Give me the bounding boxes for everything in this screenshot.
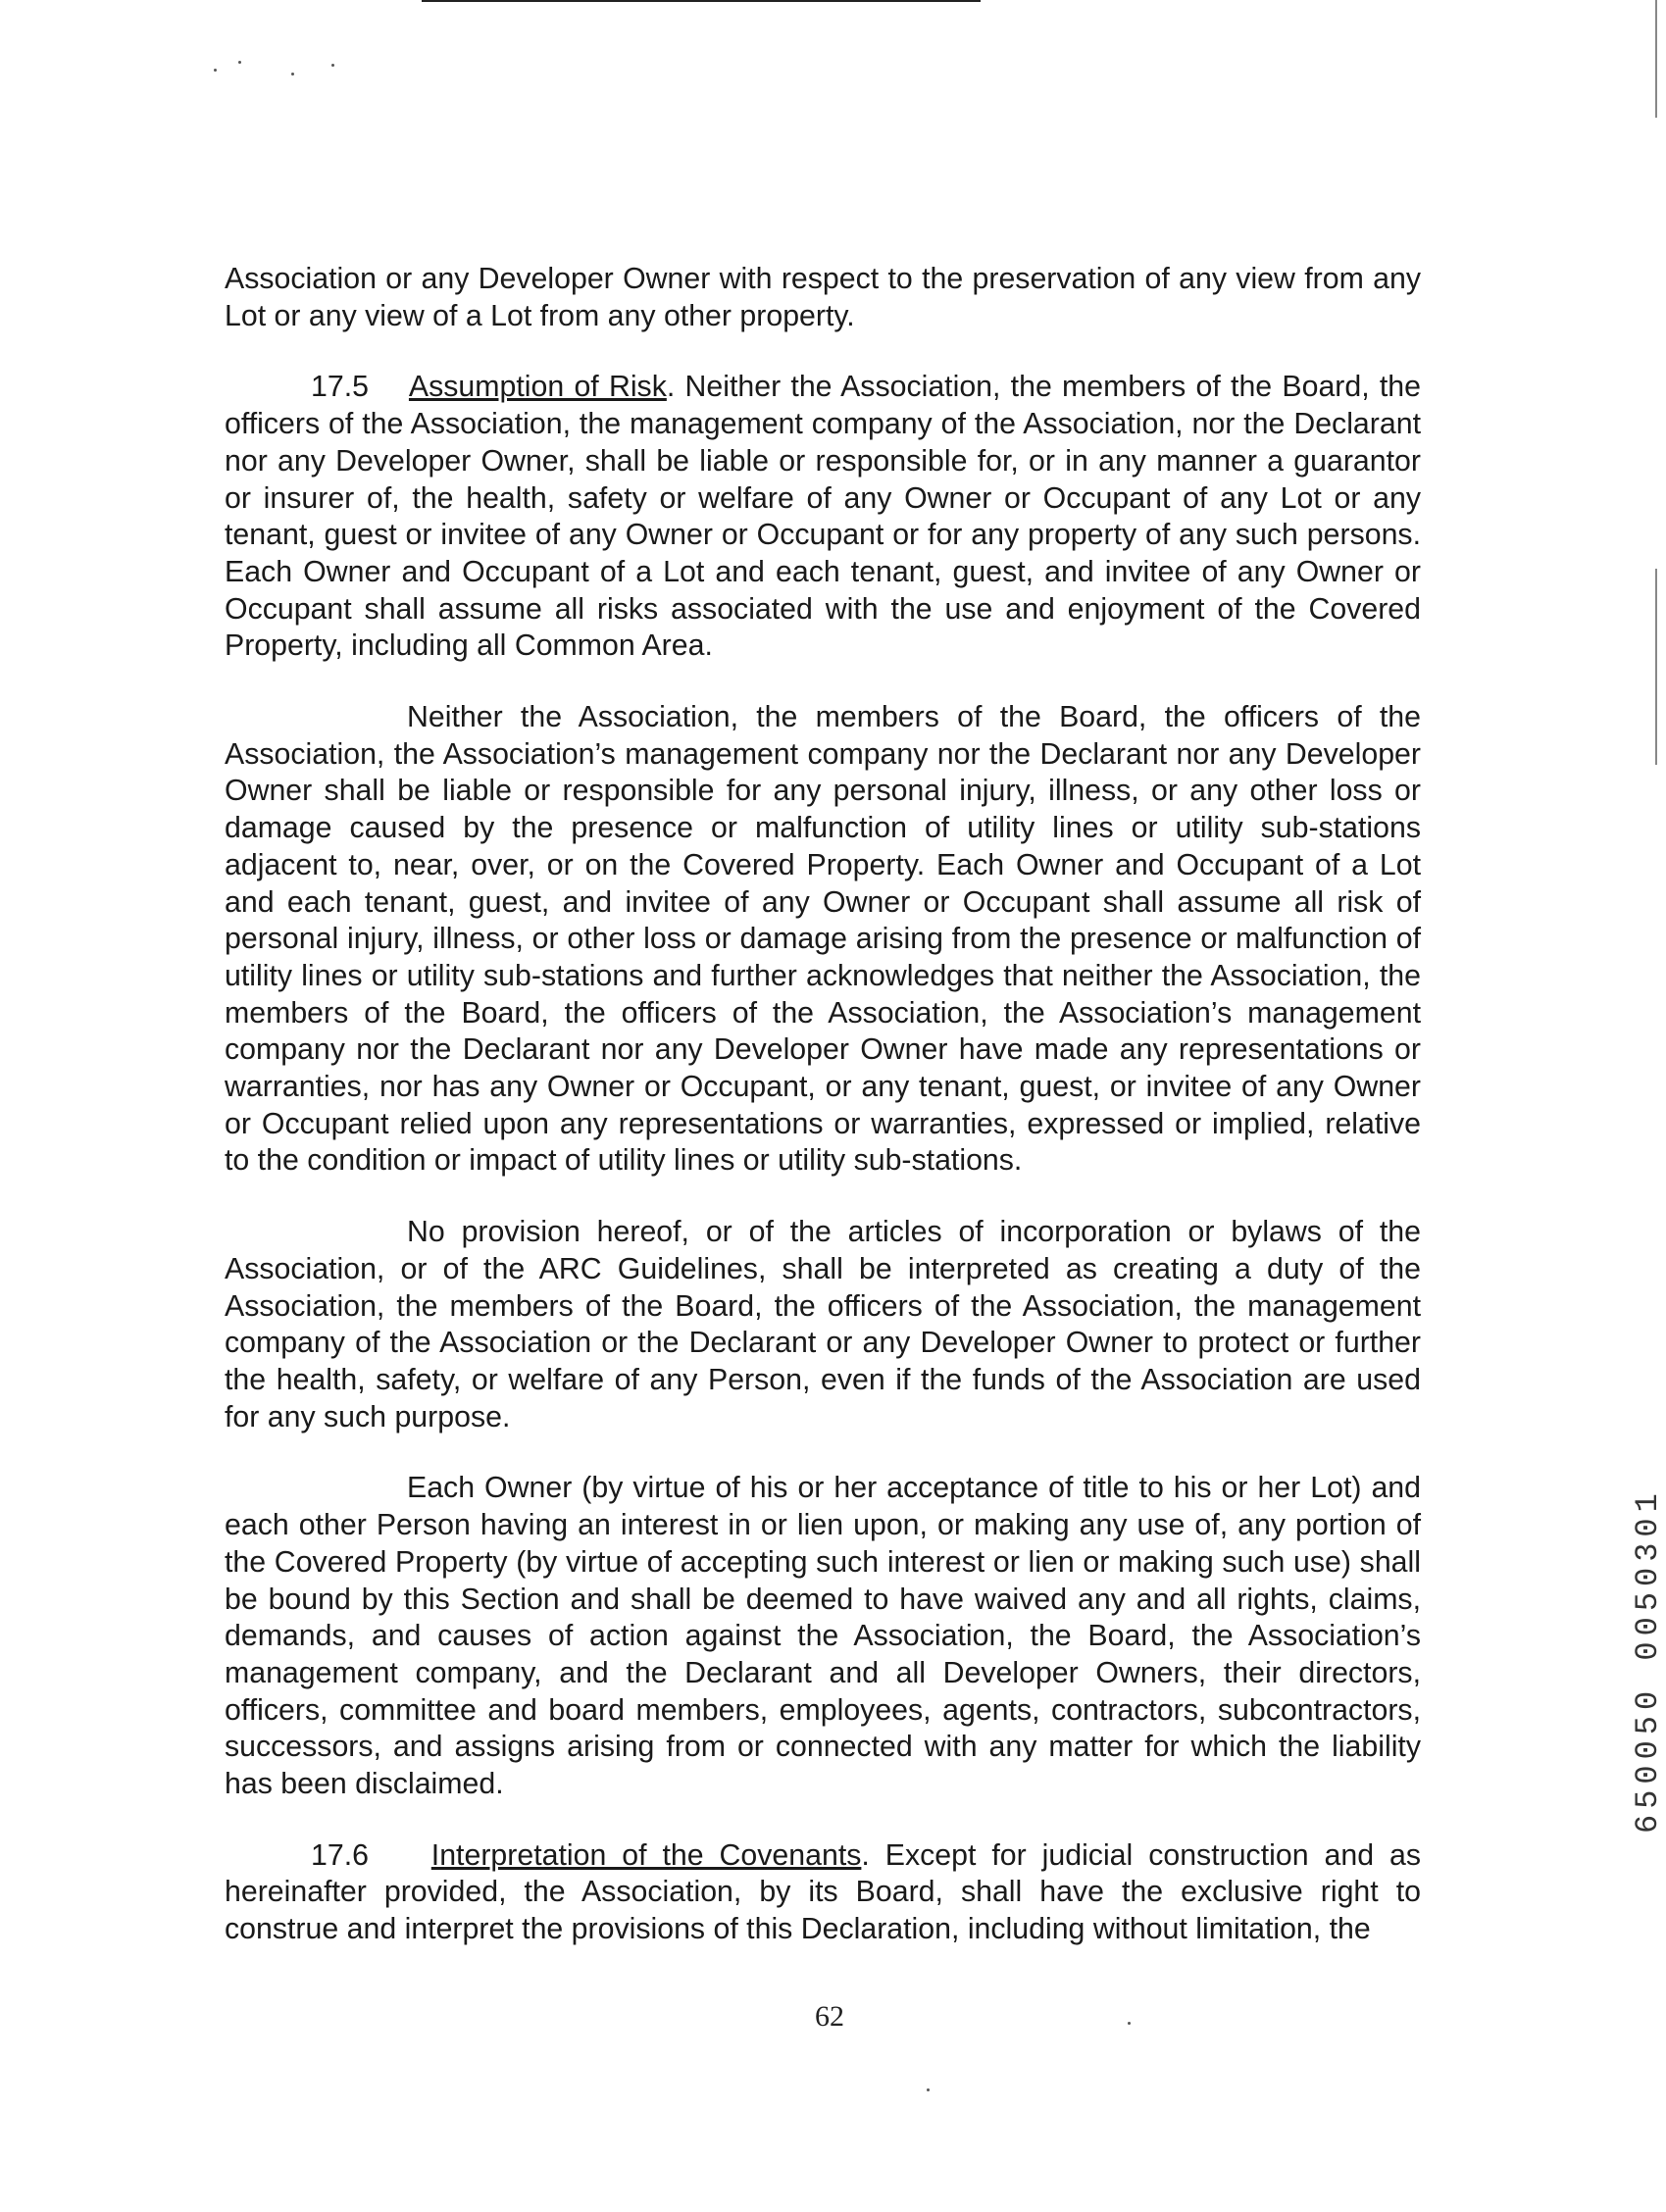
section-number: 17.6 <box>311 1838 369 1872</box>
paragraph-waiver <box>225 1470 1421 1802</box>
section-title: Assumption of Risk <box>408 371 667 404</box>
paragraph-text: . Except for judicial construction and as hereinafter provided, the Association, by its Board, shall have the exclusive right to construe and interpret the provisions of this Declaration, including without limitation, the <box>225 1838 1422 1946</box>
scan-top-rule <box>422 0 981 2</box>
paragraph-text: Association or any Developer Owner with respect to the preservation of any view from any Lot or any view of a Lot from any other property. <box>225 263 1421 332</box>
side-document-stamp <box>1590 1487 1666 1843</box>
scan-speck <box>214 69 217 72</box>
scan-speck <box>331 64 334 67</box>
page-number: 62 <box>815 2000 844 2033</box>
scan-speck <box>927 2088 930 2091</box>
paragraph-utility-lines <box>225 699 1421 1180</box>
paragraph-no-provision <box>225 1214 1421 1435</box>
section-17-5 <box>225 369 1421 665</box>
scan-edge-mark <box>1655 569 1657 765</box>
paragraph-text: Each Owner (by virtue of his or her acceptance of title to his or her Lot) and each other Person having an interest in or lien upon, or making any use of, any portion of the Covered Property (by virtue of accepting such interest or lien or making such use) shall be bound by this Section and shall be deemed to have waived any and all rights, claims, demands, and causes of action against the Association, the Board, the Association’s management company, and the Declarant and all Developer Owners, their directors, officers, committee and board members, employees, agents, contractors, subcontractors, successors, and assigns arising from or connected with any matter for which the liability has been disclaimed. <box>225 1472 1421 1801</box>
scan-speck <box>238 61 241 64</box>
section-17-6 <box>225 1837 1421 1948</box>
side-stamp-text: 650050 0050301 <box>1630 1487 1666 1834</box>
paragraph-text: . Neither the Association, the members of the Board, the officers of the Association, the management company of the Association, nor the Declarant nor any Developer Owner, shall be liable or responsible for, or in any manner a guarantor or insurer of, the health, safety or welfare of any Owner or Occupant of any Lot or any tenant, guest or invitee of any Owner or Occupant or for any property of any such persons. Each Owner and Occupant of a Lot and each tenant, guest, and invitee of any Owner or Occupant shall assume all risks associated with the use and enjoyment of the Covered Property, including all Common Area. <box>225 371 1421 663</box>
paragraph-continuation <box>225 261 1421 334</box>
paragraph-text: Neither the Association, the members of the Board, the officers of the Association, the Association’s management company nor the Declarant nor any Developer Owner shall be liable or responsible for any personal injury, illness, or any other loss or damage caused by the presence or malfunction of utility lines or utility sub-stations adjacent to, near, over, or on the Covered Property. Each Owner and Occupant of a Lot and each tenant, guest, and invitee of any Owner or Occupant shall assume all risk of personal injury, illness, or other loss or damage arising from the presence or malfunction of utility lines or utility sub-stations and further acknowledges that neither the Association, the members of the Board, the officers of the Association, the Association’s management company nor the Declarant nor any Developer Owner have made any representations or warranties, nor has any Owner or Occupant, or any tenant, guest, or invitee of any Owner or Occupant relied upon any representations or warranties, expressed or implied, relative to the condition or impact of utility lines or utility sub-stations. <box>225 701 1421 1178</box>
section-number: 17.5 <box>311 371 369 404</box>
document-body <box>225 261 1421 1948</box>
scan-edge-mark <box>1655 0 1657 118</box>
scan-speck <box>291 73 294 75</box>
section-title: Interpretation of the Covenants <box>430 1838 862 1872</box>
paragraph-text: No provision hereof, or of the articles of incorporation or bylaws of the Association, or of the ARC Guidelines, shall be interpreted as creating a duty of the Association, the members of the Board, the officers of the Association, the management company of the Association or the Declarant or any Developer Owner to protect or further the health, safety, or welfare of any Person, even if the funds of the Association are used for any such purpose. <box>225 1216 1421 1433</box>
